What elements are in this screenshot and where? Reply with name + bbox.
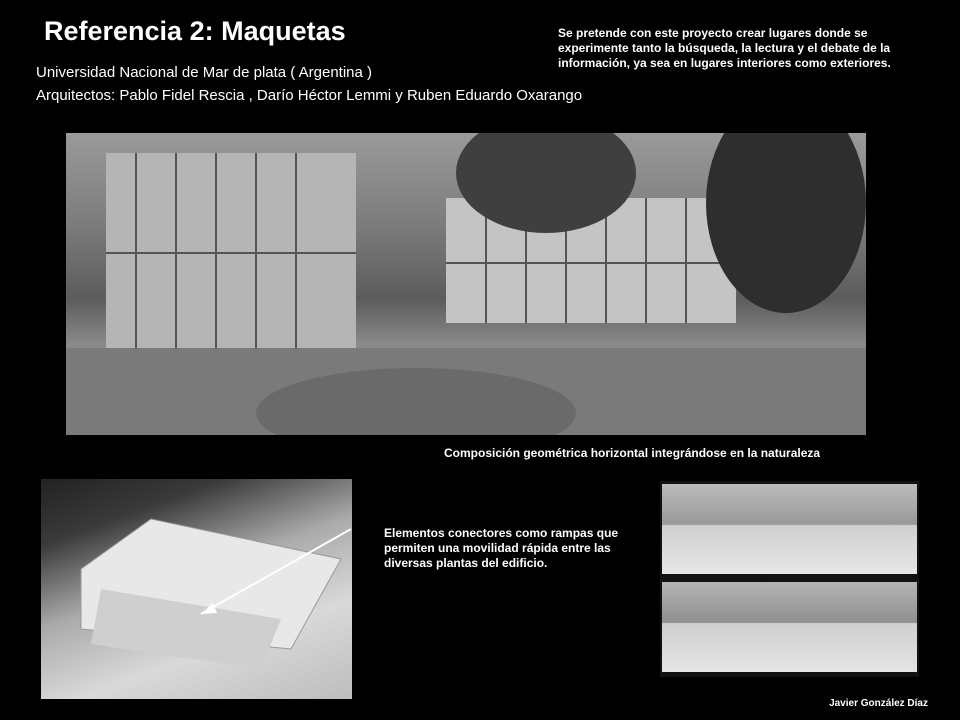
- university-line: Universidad Nacional de Mar de plata ( Argentina ): [36, 64, 373, 81]
- elevation-top: [662, 484, 917, 574]
- main-photo-caption: Composición geométrica horizontal integrándose en la naturaleza: [444, 446, 821, 460]
- elevations-drawings: [660, 481, 919, 677]
- intro-paragraph: Se pretende con este proyecto crear lugares donde se experimente tanto la búsqueda, la lectura y el debate de la información, ya sea en lugares interiores como exteriores.: [558, 26, 891, 70]
- page-title: Referencia 2: Maquetas: [44, 16, 346, 46]
- architects-line: Arquitectos: Pablo Fidel Rescia , Darío Héctor Lemmi y Ruben Eduardo Oxarango: [36, 87, 583, 104]
- architectural-model-photo: [41, 479, 352, 699]
- building-exterior-illustration: [66, 133, 866, 435]
- model-illustration: [41, 479, 352, 699]
- building-exterior-photo: [66, 133, 866, 435]
- author-credit: Javier González Díaz: [829, 698, 928, 709]
- model-caption: Elementos conectores como rampas que permiten una movilidad rápida entre las diversas plantas del edificio.: [384, 526, 619, 570]
- elevation-bottom: [662, 582, 917, 672]
